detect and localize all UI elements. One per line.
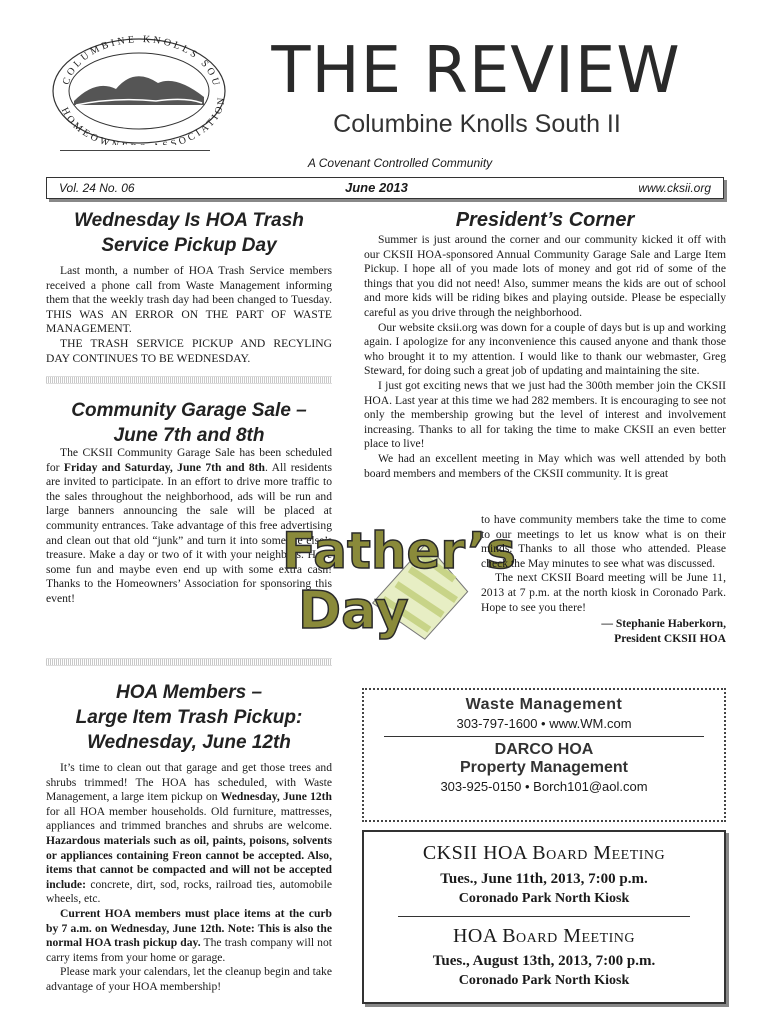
waste-management-contact[interactable]: 303-797-1600 • www.WM.com	[456, 716, 632, 731]
masthead-tagline: A Covenant Controlled Community	[307, 156, 493, 170]
president-signature-title: President CKSII HOA	[614, 631, 726, 645]
meetings-box	[362, 830, 726, 1004]
trash-paragraph-2: THE TRASH SERVICE PICKUP AND RECYLING DAY CONTINUES TO BE WEDNESDAY.	[46, 336, 332, 365]
website-link[interactable]: www.cksii.org	[638, 181, 711, 195]
large-item-paragraph-2: Current HOA members must place items at the curb by 7 a.m. on Wednesday, June 12th. Note: This is also the normal HOA trash pickup day. The trash company will not carry items from your home or garage.	[46, 906, 332, 964]
president-paragraph-2: Our website cksii.org was down for a couple of days but is up and working again. I apologize for any inconvenience this caused anyone and thank those who brought it to my attention. I would like to thank our webmaster, Greg Steward, for doing such a great job of updating and maintaining the site.	[364, 320, 726, 378]
issue-volume: Vol. 24 No. 06	[59, 181, 135, 195]
issue-bar	[46, 177, 724, 199]
meetings-rule	[398, 916, 690, 917]
fathers-day-line2: Day	[298, 581, 409, 641]
large-item-article	[46, 680, 332, 995]
meeting-1-when: Tues., June 11th, 2013, 7:00 p.m.	[440, 871, 648, 887]
president-signature-name: — Stephanie Haberkorn,	[601, 617, 726, 631]
newsletter-subtitle: Columbine Knolls South II	[333, 110, 621, 138]
meeting-2-when: Tues., August 13th, 2013, 7:00 p.m.	[432, 953, 656, 969]
meeting-2-where: Coronado Park North Kiosk	[458, 973, 630, 988]
meeting-1-title: CKSII HOA Board Meeting	[422, 842, 666, 864]
fathers-day-graphic	[278, 510, 516, 650]
president-paragraph-4b: to have community members take the time to come to our meetings to let us know what is on their minds. Thanks to all those who attended. Please check the May minutes to see what was discussed.	[481, 513, 726, 570]
waste-management-name: Waste Management	[465, 696, 623, 713]
presidents-corner-body	[364, 233, 726, 481]
newsletter-title: THE REVIEW	[271, 34, 681, 108]
issue-date: June 2013	[345, 180, 408, 195]
garage-sale-article	[46, 398, 332, 448]
large-item-title: HOA Members – Large Item Trash Pickup: Wednesday, June 12th	[75, 682, 303, 753]
logo-ring-top-text: COLUMBINE KNOLLS SOU	[60, 34, 223, 90]
contacts-rule	[384, 736, 704, 737]
large-item-paragraph-3: Please mark your calendars, let the cleanup begin and take advantage of your HOA membership!	[46, 965, 332, 993]
section-divider	[46, 658, 332, 666]
contacts-box	[362, 688, 726, 822]
presidents-corner-body-wrap	[481, 513, 726, 646]
association-logo	[46, 27, 232, 145]
darco-subtitle: Property Management	[459, 759, 629, 776]
darco-contact[interactable]: 303-925-0150 • Borch101@aol.com	[440, 779, 648, 794]
masthead-rule	[60, 150, 210, 151]
darco-name: DARCO HOA	[494, 741, 594, 758]
trash-article-title: Wednesday Is HOA Trash Service Pickup Day	[74, 210, 304, 256]
president-paragraph-3: I just got exciting news that we just had the 300th member join the CKSII HOA. Last year at this time we had 282 members. It is encouraging to see not only the membership growing but the level of interest and involvement increasing. Thanks to all for taking the time to make CKSII an even better place to live!	[364, 378, 726, 451]
president-paragraph-5: The next CKSII Board meeting will be June 11, 2013 at 7 p.m. at the north kiosk in Coronado Park. Hope to see you there!	[481, 571, 726, 614]
president-paragraph-4a: We had an excellent meeting in May which was well attended by both board members and members of the CKSII community. It is great	[364, 451, 726, 480]
garage-sale-title: Community Garage Sale – June 7th and 8th	[71, 400, 307, 446]
presidents-corner-title: President’s Corner	[455, 209, 635, 231]
large-item-paragraph-1: It’s time to clean out that garage and get those trees and shrubs trimmed! The HOA has scheduled, with Waste Management, a large item pickup on Wednesday, June 12th for all HOA member households. Old furniture, mattresses, appliances and trimmed branches and shrubs are welcome. Hazardous materials such as oil, paints, poisons, solvents or appliances containing Freon cannot be accepted. Also, items that cannot be compacted and will not be accepted include: concrete, dirt, sod, rocks, railroad ties, automobile wheels, etc.	[46, 761, 332, 906]
fathers-day-line1: Father’s	[282, 522, 516, 580]
meeting-1-where: Coronado Park North Kiosk	[458, 891, 630, 906]
trash-article	[46, 208, 332, 366]
meeting-2-title: HOA Board Meeting	[452, 925, 636, 947]
section-divider	[46, 376, 332, 384]
garage-sale-body: The CKSII Community Garage Sale has been scheduled for Friday and Saturday, June 7th and 8th. All residents are invited to participate. In an effort to drive more traffic to the sales throughout the neighborhood, ads will be run and large banners announcing the sale will be placed at community entrances. Take advantage of this free advertising and clean out that old “junk” and turn it into someone else’s treasure. Make a day or two of it with your neighbors. Have some fun and maybe even end up with some extra cash! Thanks to the Homeowners’ Association for sponsoring this event!	[46, 446, 332, 605]
logo-ring-bottom-text: HOMEOW SOCIATION	[58, 94, 228, 145]
trash-paragraph-1: Last month, a number of HOA Trash Service members received a phone call from Waste Management informing them that the weekly trash day had been changed to Tuesday. THIS WAS AN ERROR ON THE PART OF WASTE MANAGEMENT.	[46, 264, 332, 336]
president-paragraph-1: Summer is just around the corner and our community kicked it off with our CKSII HOA-sponsored Annual Community Garage Sale and Large Item Pickup. I hope all of you made lots of money and got rid of some of the things that you did not need! Also, summer means the kids are out of school and more kids will be riding bikes and playing outside. Please be especially careful as you drive through the neighborhood.	[364, 233, 726, 319]
